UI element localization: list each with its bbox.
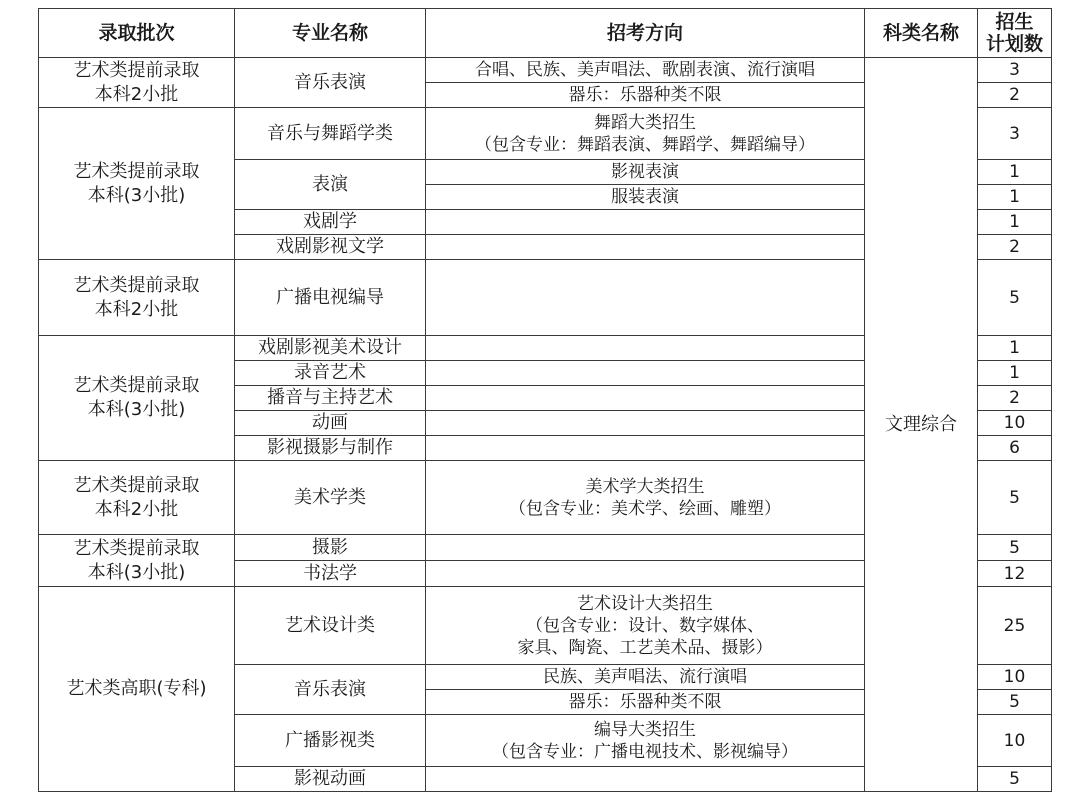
direction-cell [426, 587, 865, 665]
direction-cell [426, 108, 865, 160]
direction-cell-empty [426, 361, 865, 386]
plan-cell: 6 [978, 436, 1052, 461]
batch-cell [39, 260, 235, 336]
category-cell: 文理综合 [865, 58, 978, 792]
plan-cell: 1 [978, 336, 1052, 361]
direction-cell-empty [426, 386, 865, 411]
admission-plan-table-container [38, 8, 1052, 792]
batch-line: 艺术类提前录取 [73, 59, 200, 81]
batch-line: 本科(3小批) [87, 561, 186, 583]
batch-line: 本科(3小批) [87, 184, 186, 206]
direction-cell-empty [426, 436, 865, 461]
plan-cell: 5 [978, 767, 1052, 792]
direction-cell-empty [426, 336, 865, 361]
batch-cell [39, 336, 235, 461]
header-major: 专业名称 [235, 9, 426, 58]
major-cell: 戏剧影视美术设计 [235, 336, 426, 361]
plan-cell: 5 [978, 535, 1052, 561]
admission-plan-table [38, 8, 1052, 792]
major-cell: 动画 [235, 411, 426, 436]
direction-cell-empty [426, 411, 865, 436]
plan-cell: 5 [978, 461, 1052, 535]
plan-cell: 3 [978, 108, 1052, 160]
direction-cell [426, 715, 865, 767]
plan-cell: 10 [978, 715, 1052, 767]
plan-cell: 3 [978, 58, 1052, 83]
header-plan-line1: 招生 [995, 11, 1034, 33]
direction-cell-empty [426, 260, 865, 336]
batch-line: 艺术类提前录取 [73, 537, 200, 559]
direction-line: （包含专业：舞蹈表演、舞蹈学、舞蹈编导） [475, 134, 815, 155]
plan-cell: 5 [978, 260, 1052, 336]
batch-line: 本科2小批 [94, 83, 179, 105]
direction-line: 舞蹈大类招生 [594, 112, 696, 133]
major-cell: 影视动画 [235, 767, 426, 792]
plan-cell: 1 [978, 210, 1052, 235]
batch-line: 本科(3小批) [87, 399, 186, 420]
direction-cell-empty [426, 767, 865, 792]
batch-cell [39, 108, 235, 260]
direction-cell-empty [426, 235, 865, 260]
batch-line: 艺术类提前录取 [73, 474, 200, 496]
batch-cell [39, 535, 235, 587]
plan-cell: 2 [978, 83, 1052, 108]
plan-cell: 2 [978, 235, 1052, 260]
major-cell: 艺术设计类 [235, 587, 426, 665]
direction-line: （包含专业：美术学、绘画、雕塑） [509, 498, 781, 519]
batch-cell [39, 58, 235, 108]
batch-cell [39, 461, 235, 535]
header-batch: 录取批次 [39, 9, 235, 58]
plan-cell: 25 [978, 587, 1052, 665]
major-cell: 摄影 [235, 535, 426, 561]
plan-cell: 12 [978, 561, 1052, 587]
direction-line: 美术学大类招生 [585, 476, 705, 497]
major-cell: 音乐表演 [235, 58, 426, 108]
major-cell: 音乐与舞蹈学类 [235, 108, 426, 160]
direction-cell-empty [426, 210, 865, 235]
plan-cell: 5 [978, 690, 1052, 715]
major-cell: 表演 [235, 160, 426, 210]
batch-line: 艺术类提前录取 [73, 160, 200, 182]
major-cell: 戏剧影视文学 [235, 235, 426, 260]
plan-cell: 2 [978, 386, 1052, 411]
header-plan [978, 9, 1052, 58]
plan-cell: 1 [978, 361, 1052, 386]
direction-line: （包含专业：广播电视技术、影视编导） [492, 741, 798, 762]
direction-cell: 服装表演 [426, 185, 865, 210]
major-cell: 音乐表演 [235, 665, 426, 715]
batch-line: 艺术类高职(专科) [66, 678, 207, 699]
batch-line: 本科2小批 [94, 298, 179, 320]
direction-cell-empty [426, 535, 865, 561]
header-row [39, 9, 1052, 58]
major-cell: 戏剧学 [235, 210, 426, 235]
direction-line: 家具、陶瓷、工艺美术品、摄影） [517, 637, 773, 658]
major-cell: 美术学类 [235, 461, 426, 535]
batch-cell [39, 587, 235, 792]
major-cell: 广播影视类 [235, 715, 426, 767]
major-cell: 影视摄影与制作 [235, 436, 426, 461]
direction-cell: 器乐：乐器种类不限 [426, 690, 865, 715]
direction-cell: 影视表演 [426, 160, 865, 185]
direction-cell: 器乐：乐器种类不限 [426, 83, 865, 108]
plan-cell: 10 [978, 665, 1052, 690]
plan-cell: 1 [978, 160, 1052, 185]
direction-line: 艺术设计大类招生 [577, 593, 713, 614]
plan-cell: 1 [978, 185, 1052, 210]
major-cell: 播音与主持艺术 [235, 386, 426, 411]
batch-line: 本科2小批 [94, 498, 179, 520]
direction-line: 编导大类招生 [594, 719, 696, 740]
header-category: 科类名称 [865, 9, 978, 58]
direction-cell-empty [426, 561, 865, 587]
header-direction: 招考方向 [426, 9, 865, 58]
major-cell: 书法学 [235, 561, 426, 587]
direction-cell: 合唱、民族、美声唱法、歌剧表演、流行演唱 [426, 58, 865, 83]
major-cell: 录音艺术 [235, 361, 426, 386]
direction-cell [426, 461, 865, 535]
major-cell: 广播电视编导 [235, 260, 426, 336]
direction-cell: 民族、美声唱法、流行演唱 [426, 665, 865, 690]
batch-line: 艺术类提前录取 [73, 375, 200, 396]
direction-line: （包含专业：设计、数字媒体、 [526, 615, 764, 636]
plan-cell: 10 [978, 411, 1052, 436]
table-row [39, 58, 1052, 83]
batch-line: 艺术类提前录取 [73, 274, 200, 296]
header-plan-line2: 计划数 [985, 33, 1043, 55]
